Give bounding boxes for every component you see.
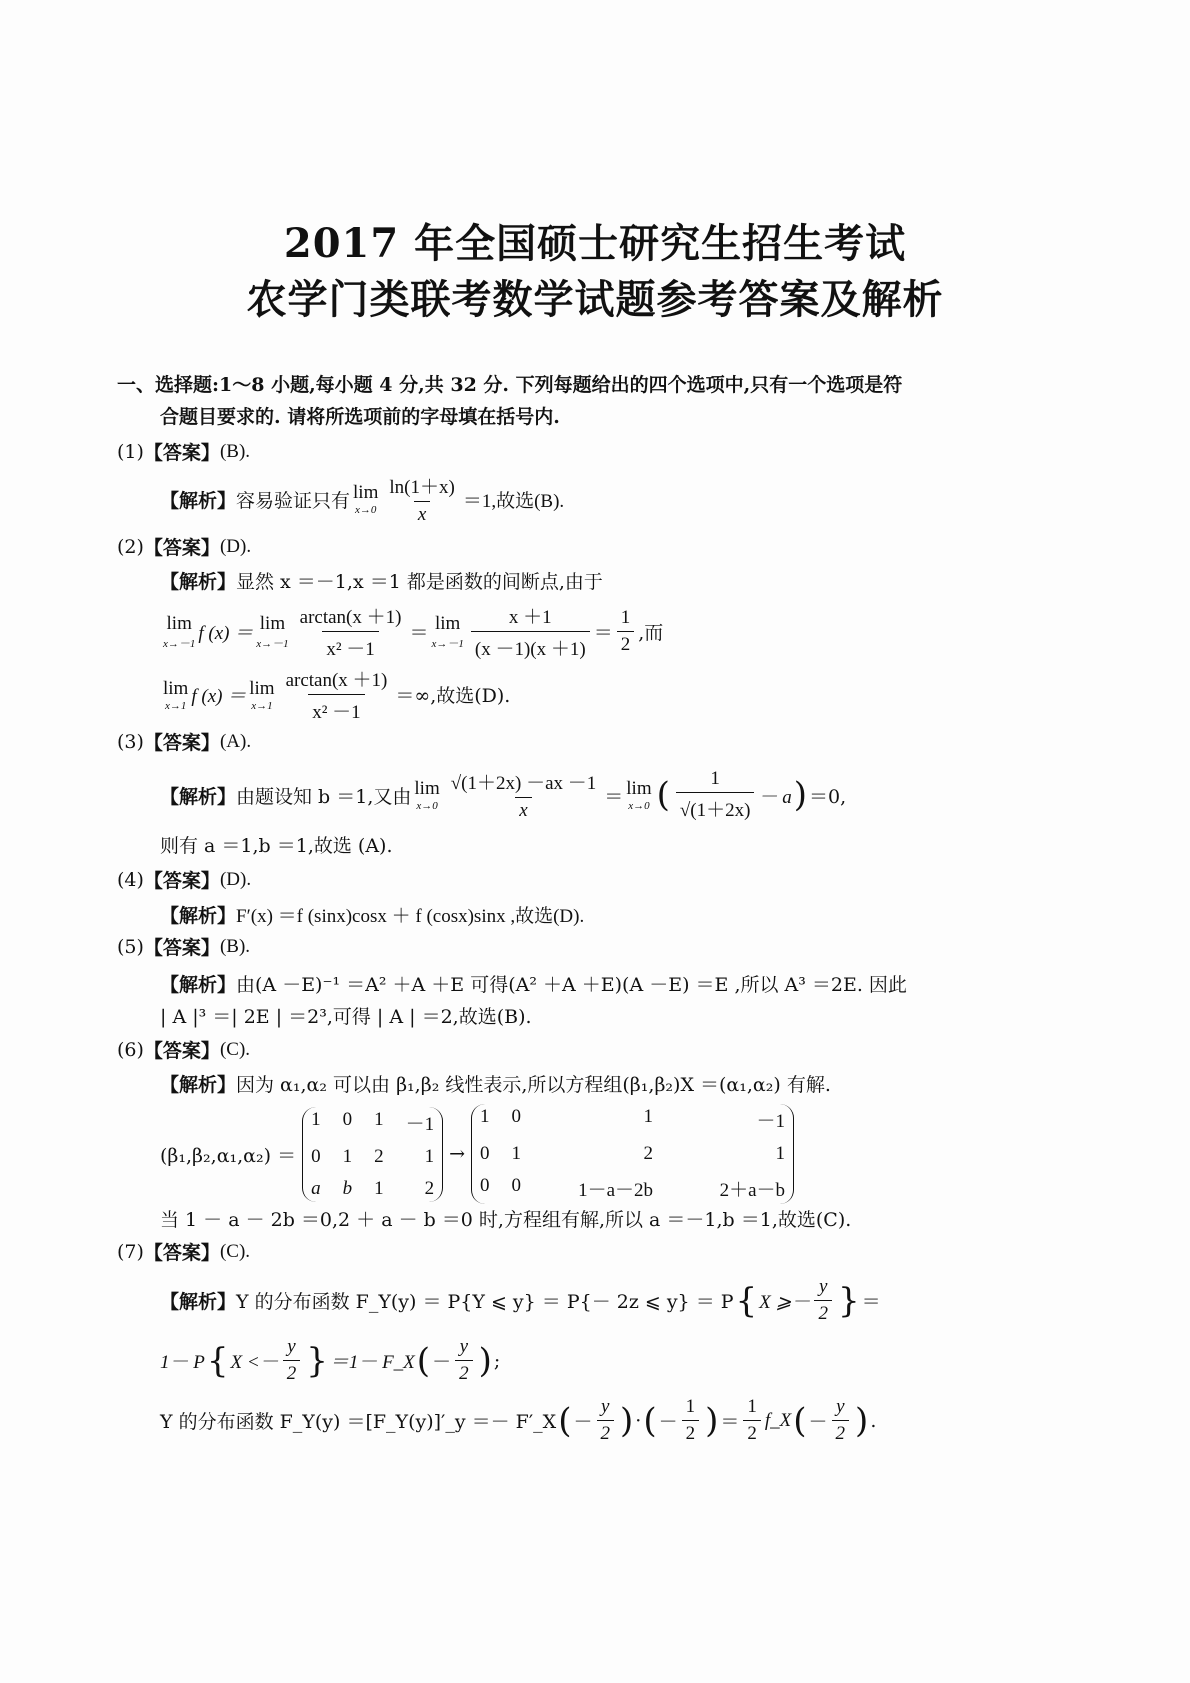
q3-answer: [117, 728, 251, 755]
q7-line-2: 1－ P { X <－ $\frac{y}{2}$ } ＝1－ F_X ( － $\frac{y}{2}$ ) ;: [160, 1336, 501, 1384]
analysis-tag: 【解析】: [160, 974, 237, 996]
denominator: x² －1: [308, 694, 364, 724]
text: f (x) ＝: [191, 686, 247, 707]
denominator: 2: [617, 631, 635, 656]
matrix-entry: b: [342, 1177, 353, 1199]
matrix-entry: 0: [511, 1106, 522, 1127]
text: ＝: [409, 622, 429, 644]
matrix-entry: 1: [643, 1106, 654, 1127]
answer-tag: 【答案】: [143, 442, 220, 464]
matrix-entry: 0: [480, 1175, 490, 1196]
text: X ⩾－: [759, 1292, 811, 1313]
limit: [249, 678, 274, 712]
q2-formula-2: [160, 665, 510, 724]
q-num: (4): [117, 868, 144, 891]
analysis-tag: 【解析】: [160, 489, 237, 512]
text: ＝: [604, 785, 624, 808]
text: ＝: [720, 1411, 740, 1433]
numerator: arctan(x ＋1): [299, 607, 402, 628]
arrow: →: [449, 1143, 466, 1165]
q5-analysis: [160, 970, 907, 997]
q3-conclusion: 则有 a ＝1,b ＝1,故选 (A).: [160, 835, 393, 857]
text: ,而: [638, 622, 664, 644]
numerator: y: [459, 1336, 469, 1357]
limit: [163, 678, 188, 712]
text: ＝: [861, 1291, 881, 1313]
fraction: [447, 768, 601, 822]
numerator: 1: [620, 607, 631, 628]
matrix-entry: 0: [311, 1145, 321, 1167]
q6-matrix-line: [160, 1104, 800, 1204]
matrix-entry: 2＋a－b: [719, 1180, 786, 1201]
matrix-entry: 1－a－2b: [578, 1180, 654, 1201]
answer-value: (B).: [219, 935, 251, 957]
limit: [626, 778, 651, 812]
matrix-entry: 1: [480, 1106, 490, 1127]
matrix-entry: a: [311, 1177, 321, 1199]
lim-sub: x→1: [251, 699, 273, 712]
lim-sub: x→0: [628, 800, 650, 812]
numerator: y: [287, 1336, 296, 1357]
limit: [431, 613, 463, 651]
lim-sub: x→0: [355, 504, 377, 516]
denominator: x: [414, 501, 430, 526]
denominator: √(1＋2x): [676, 792, 755, 822]
q5-answer: [117, 933, 250, 960]
numerator: √(1＋2x) －ax －1: [450, 773, 597, 794]
limit: [256, 613, 288, 651]
q6-analysis: [160, 1070, 831, 1097]
text: ;: [493, 1349, 501, 1372]
section-header: 一、选择题:1～8 小题,每小题 4 分,共 32 分. 下列每题给出的四个选项中,只有一个选项是符: [117, 374, 903, 396]
lim-sub: x→0: [416, 800, 438, 812]
q-num: (5): [117, 935, 144, 958]
fraction: [676, 768, 755, 822]
q-num: (3): [117, 730, 144, 753]
lim: lim: [353, 482, 379, 503]
fraction: [617, 607, 635, 656]
limit: [414, 778, 439, 812]
answer-value: (A).: [219, 730, 252, 752]
text: 因为 α₁,α₂ 可以由 β₁,β₂ 线性表示,所以方程组(β₁,β₂)X ＝(α₁,α₂) 有解.: [236, 1074, 831, 1096]
text: －: [658, 1411, 678, 1433]
q5-analysis-cont: | A |³ ＝| 2E | ＝2³,可得 | A | ＝2,故选(B).: [160, 1006, 532, 1028]
matrix-1: [302, 1107, 443, 1202]
matrix-entry: 0: [511, 1175, 522, 1196]
text: 显然 x ＝－1,x ＝1 都是函数的间断点,由于: [236, 571, 603, 593]
text: ＝∞,故选(D).: [395, 685, 511, 707]
text: (β₁,β₂,α₁,α₂) ＝: [160, 1144, 297, 1167]
lim-sub: x→－1: [256, 637, 289, 650]
matrix-entry: 2: [424, 1177, 435, 1199]
text: 容易验证只有: [236, 489, 351, 512]
lim: lim: [435, 612, 461, 634]
text: F′(x) ＝f (sinx)cosx ＋ f (cosx)sinx ,故选(D).: [236, 906, 585, 927]
text: ＝1,故选(B).: [462, 490, 565, 512]
lim: lim: [259, 612, 286, 634]
answer-tag: 【答案】: [143, 732, 220, 754]
matrix-entry: 0: [480, 1143, 490, 1164]
denominator: 2: [814, 1300, 832, 1325]
q6-conclusion: 当 1 － a － 2b ＝0,2 ＋ a － b ＝0 时,方程组有解,所以 a ＝－1,b ＝1,故选(C).: [160, 1209, 852, 1231]
denominator: 2: [597, 1420, 615, 1445]
denominator: x² －1: [322, 631, 378, 661]
q-num: (6): [117, 1038, 144, 1061]
numerator: 1: [747, 1396, 757, 1417]
matrix-2: [471, 1104, 794, 1204]
matrix-entry: 1: [511, 1143, 522, 1164]
denominator: 2: [832, 1420, 850, 1445]
fraction: [385, 472, 458, 526]
q1-analysis: [160, 472, 564, 526]
text: ＝: [593, 622, 613, 644]
answer-value: (C).: [219, 1240, 251, 1262]
q-num: (7): [117, 1240, 144, 1263]
numerator: 1: [685, 1396, 696, 1417]
lim-sub: x→－1: [163, 637, 196, 650]
q-num: (2): [117, 535, 144, 558]
lim-sub: x→－1: [431, 637, 464, 650]
q4-analysis: [160, 901, 584, 928]
fraction: [597, 1396, 615, 1445]
matrix-entry: 2: [643, 1143, 654, 1164]
denominator: 2: [283, 1360, 301, 1385]
denominator: 2: [682, 1420, 700, 1445]
numerator: y: [818, 1276, 828, 1297]
numerator: x ＋1: [508, 607, 552, 628]
title-line-2: 农学门类联考数学试题参考答案及解析: [246, 276, 944, 323]
matrix-entry: 1: [374, 1177, 384, 1199]
section-header-cont: 合题目要求的. 请将所选项前的字母填在括号内.: [160, 406, 560, 428]
fraction: [282, 665, 392, 724]
matrix-entry: 1: [775, 1143, 786, 1164]
q7-line-3: Y 的分布函数 F_Y(y) ＝[F_Y(y)]′_y ＝－ F′_X ( － $\frac{y}{2}$ ) · ( － $\frac{1}{2}$ ) ＝ $\frac{1}{2}$ f_X ( － $\frac{y}{2}$ ) .: [160, 1396, 877, 1444]
matrix-entry: 1: [374, 1108, 384, 1130]
text: Y 的分布函数 F_Y(y) ＝ P{Y ⩽ y} ＝ P{－ 2z ⩽ y} ＝ P: [236, 1291, 734, 1313]
q7-answer: [117, 1238, 250, 1265]
q7-analysis: 【解析】 Y 的分布函数 F_Y(y) ＝ P{Y ⩽ y} ＝ P{－ 2z ⩽ y} ＝ P { X ⩾－ $\frac{y}{2}$ } ＝: [160, 1276, 881, 1324]
fraction: [682, 1396, 700, 1445]
text: X <－: [230, 1352, 279, 1373]
matrix-entry: 0: [342, 1108, 353, 1130]
fraction: [296, 602, 406, 661]
lim: lim: [163, 677, 189, 699]
matrix-entry: －1: [405, 1113, 435, 1135]
denominator: (x －1)(x ＋1): [471, 631, 590, 661]
fraction: [814, 1276, 832, 1325]
lim: lim: [249, 677, 275, 699]
matrix-entry: 1: [424, 1145, 435, 1167]
analysis-tag: 【解析】: [160, 785, 237, 808]
lim: lim: [626, 778, 652, 799]
analysis-tag: 【解析】: [160, 905, 237, 927]
q2-answer: [117, 533, 251, 560]
numerator: y: [601, 1396, 610, 1417]
text: ＝0,: [809, 785, 847, 808]
numerator: ln(1＋x): [389, 477, 455, 498]
q2-formula-1: [160, 602, 663, 661]
lim: lim: [166, 612, 192, 634]
q1-answer: [117, 438, 250, 465]
answer-tag: 【答案】: [143, 537, 220, 559]
denominator: x: [515, 797, 531, 822]
text: .: [870, 1409, 877, 1432]
text: 由题设知 b ＝1,又由: [236, 785, 412, 808]
text: f (x) ＝: [198, 623, 254, 644]
lim: lim: [414, 778, 440, 799]
limit: [353, 482, 378, 516]
answer-tag: 【答案】: [143, 937, 220, 959]
denominator: 2: [743, 1420, 761, 1445]
answer-tag: 【答案】: [143, 1040, 220, 1062]
q-num: (1): [117, 440, 144, 463]
answer-value: (C).: [219, 1038, 251, 1060]
numerator: y: [836, 1396, 845, 1417]
q6-answer: [117, 1036, 250, 1063]
text: 1－ P: [160, 1352, 205, 1373]
answer-value: (B).: [219, 440, 251, 462]
analysis-tag: 【解析】: [160, 1074, 237, 1096]
q4-answer: [117, 866, 251, 893]
numerator: arctan(x ＋1): [285, 670, 388, 691]
lim-sub: x→1: [164, 699, 187, 712]
answer-tag: 【答案】: [143, 1242, 220, 1264]
numerator: 1: [710, 768, 720, 789]
text: f_X: [764, 1409, 792, 1431]
denominator: 2: [455, 1360, 473, 1385]
fraction: [455, 1336, 473, 1385]
q3-analysis: 【解析】 由题设知 b ＝1,又由 lim x→0 $\frac{√(1+2x) -ax -1}{x}$ ＝ lim x→0 ( $\frac{1}{√(1+2x)}$ － a ) ＝0,: [160, 768, 847, 821]
fraction: [832, 1396, 850, 1445]
text: ·: [635, 1409, 642, 1432]
matrix-entry: 2: [374, 1145, 384, 1167]
text: 由(A －E)⁻¹ ＝A² ＋A ＋E 可得(A² ＋A ＋E)(A －E) ＝E ,所以 A³ ＝2E. 因此: [236, 974, 907, 996]
matrix-entry: 1: [342, 1145, 353, 1167]
text: ＝1－ F_X: [329, 1352, 415, 1373]
fraction: [743, 1396, 761, 1445]
limit: [163, 613, 195, 651]
analysis-tag: 【解析】: [160, 1291, 237, 1313]
fraction: [471, 602, 590, 661]
matrix-entry: －1: [756, 1111, 786, 1132]
text: Y 的分布函数 F_Y(y) ＝[F_Y(y)]′_y ＝－ F′_X: [160, 1411, 557, 1433]
fraction: [283, 1336, 301, 1385]
answer-tag: 【答案】: [143, 870, 220, 892]
text: － a: [758, 786, 792, 808]
title-line-1: 2017 年全国硕士研究生招生考试: [283, 220, 907, 267]
answer-value: (D).: [219, 868, 252, 890]
matrix-entry: 1: [311, 1108, 321, 1130]
q2-analysis: [160, 567, 603, 594]
answer-value: (D).: [219, 535, 252, 557]
analysis-tag: 【解析】: [160, 571, 237, 593]
